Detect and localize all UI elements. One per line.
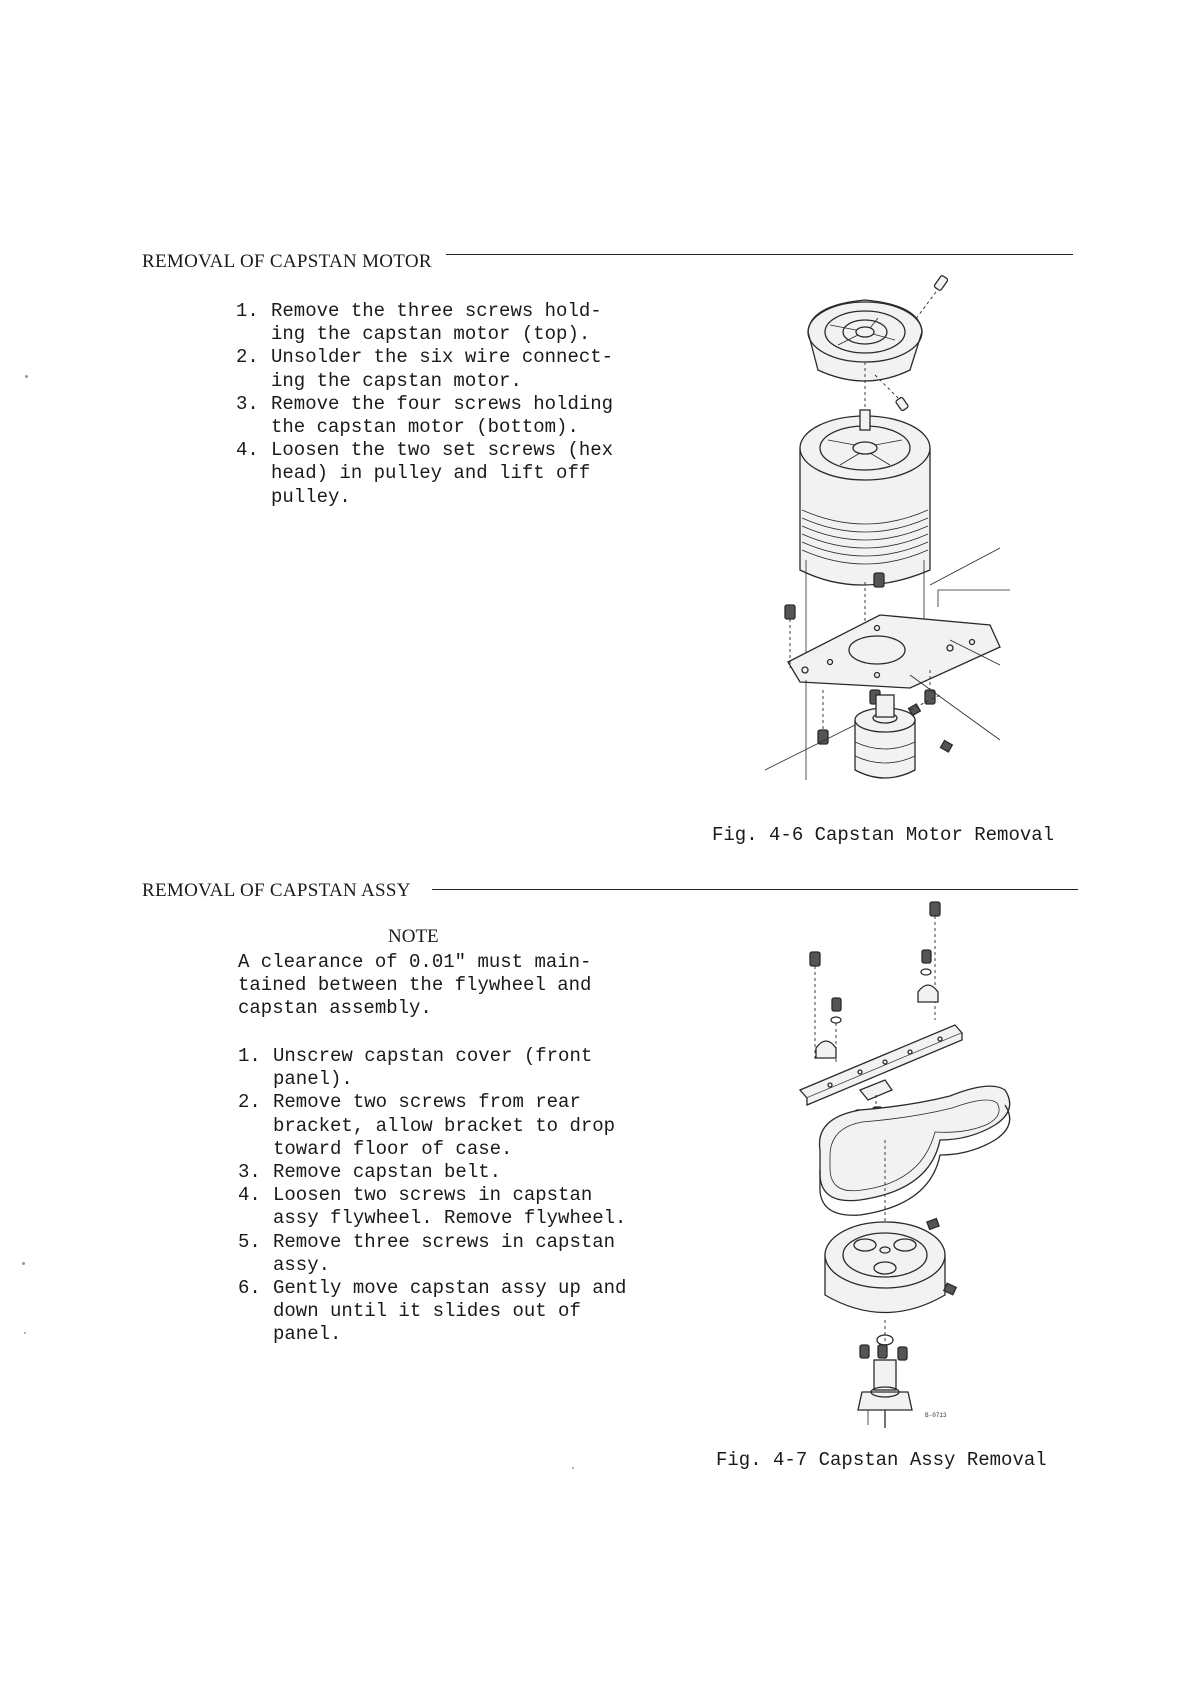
screw-icon	[810, 952, 820, 1060]
figure-part-code: B-0713	[925, 1412, 947, 1419]
capstan-motor-steps	[236, 300, 656, 509]
step-item: 4. Loosen the two set screws (hex head) in pulley and lift off pulley.	[236, 439, 614, 508]
capstan-base	[858, 1360, 912, 1428]
figure-caption-4-7: Fig. 4-7 Capstan Assy Removal	[716, 1449, 1047, 1471]
scan-speck	[24, 1332, 26, 1334]
scan-speck	[25, 375, 28, 378]
capstan-motor-body	[800, 410, 930, 585]
step-item: 5. Remove three screws in capstan assy.	[238, 1230, 616, 1276]
step-item: 3. Remove the four screws holding the capstan motor (bottom).	[236, 392, 614, 439]
step-item: 6. Gently move capstan assy up and down until it slides out of panel.	[238, 1277, 627, 1346]
step-item: 3. Remove capstan belt.	[238, 1161, 502, 1184]
capstan-assy-exploded-diagram	[790, 900, 1030, 1440]
step-item: 2. Unsolder the six wire connect- ing the capstan motor.	[236, 346, 614, 392]
section-heading-capstan-motor: REMOVAL OF CAPSTAN MOTOR	[142, 251, 432, 272]
screw-icon	[818, 690, 828, 744]
scan-speck	[572, 1467, 574, 1469]
step-item: 1. Unscrew capstan cover (front panel).	[238, 1045, 593, 1091]
step-item: 4. Loosen two screws in capstan assy flywheel. Remove flywheel.	[238, 1184, 627, 1230]
step-item: 1. Remove the three screws hold- ing the capstan motor (top).	[236, 300, 602, 346]
capstan-belt	[820, 1086, 1010, 1215]
figure-caption-4-6: Fig. 4-6 Capstan Motor Removal	[712, 824, 1055, 846]
step-item: 2. Remove two screws from rear bracket, allow bracket to drop toward floor of case.	[238, 1091, 616, 1160]
screw-icon	[860, 1345, 869, 1358]
scan-speck	[22, 1262, 25, 1265]
capstan-assy-steps	[238, 1045, 668, 1347]
screw-icon	[921, 950, 931, 975]
motor-mounting-plate	[788, 615, 1000, 688]
capstan-motor-exploded-diagram	[760, 270, 1020, 810]
section-rule	[446, 254, 1073, 255]
capstan-flywheel	[825, 1222, 945, 1313]
screw-icon	[898, 1347, 907, 1360]
screw-icon	[878, 1345, 887, 1358]
note-text: A clearance of 0.01" must main- tained between the flywheel and capstan assembly.	[238, 951, 592, 1020]
capstan-pulley	[855, 695, 915, 778]
screw-icon	[874, 573, 884, 587]
capstan-rear-bracket	[800, 1025, 962, 1105]
note-title: NOTE	[388, 926, 439, 947]
section-heading-capstan-assy: REMOVAL OF CAPSTAN ASSY	[142, 880, 411, 901]
section-rule	[432, 889, 1078, 890]
